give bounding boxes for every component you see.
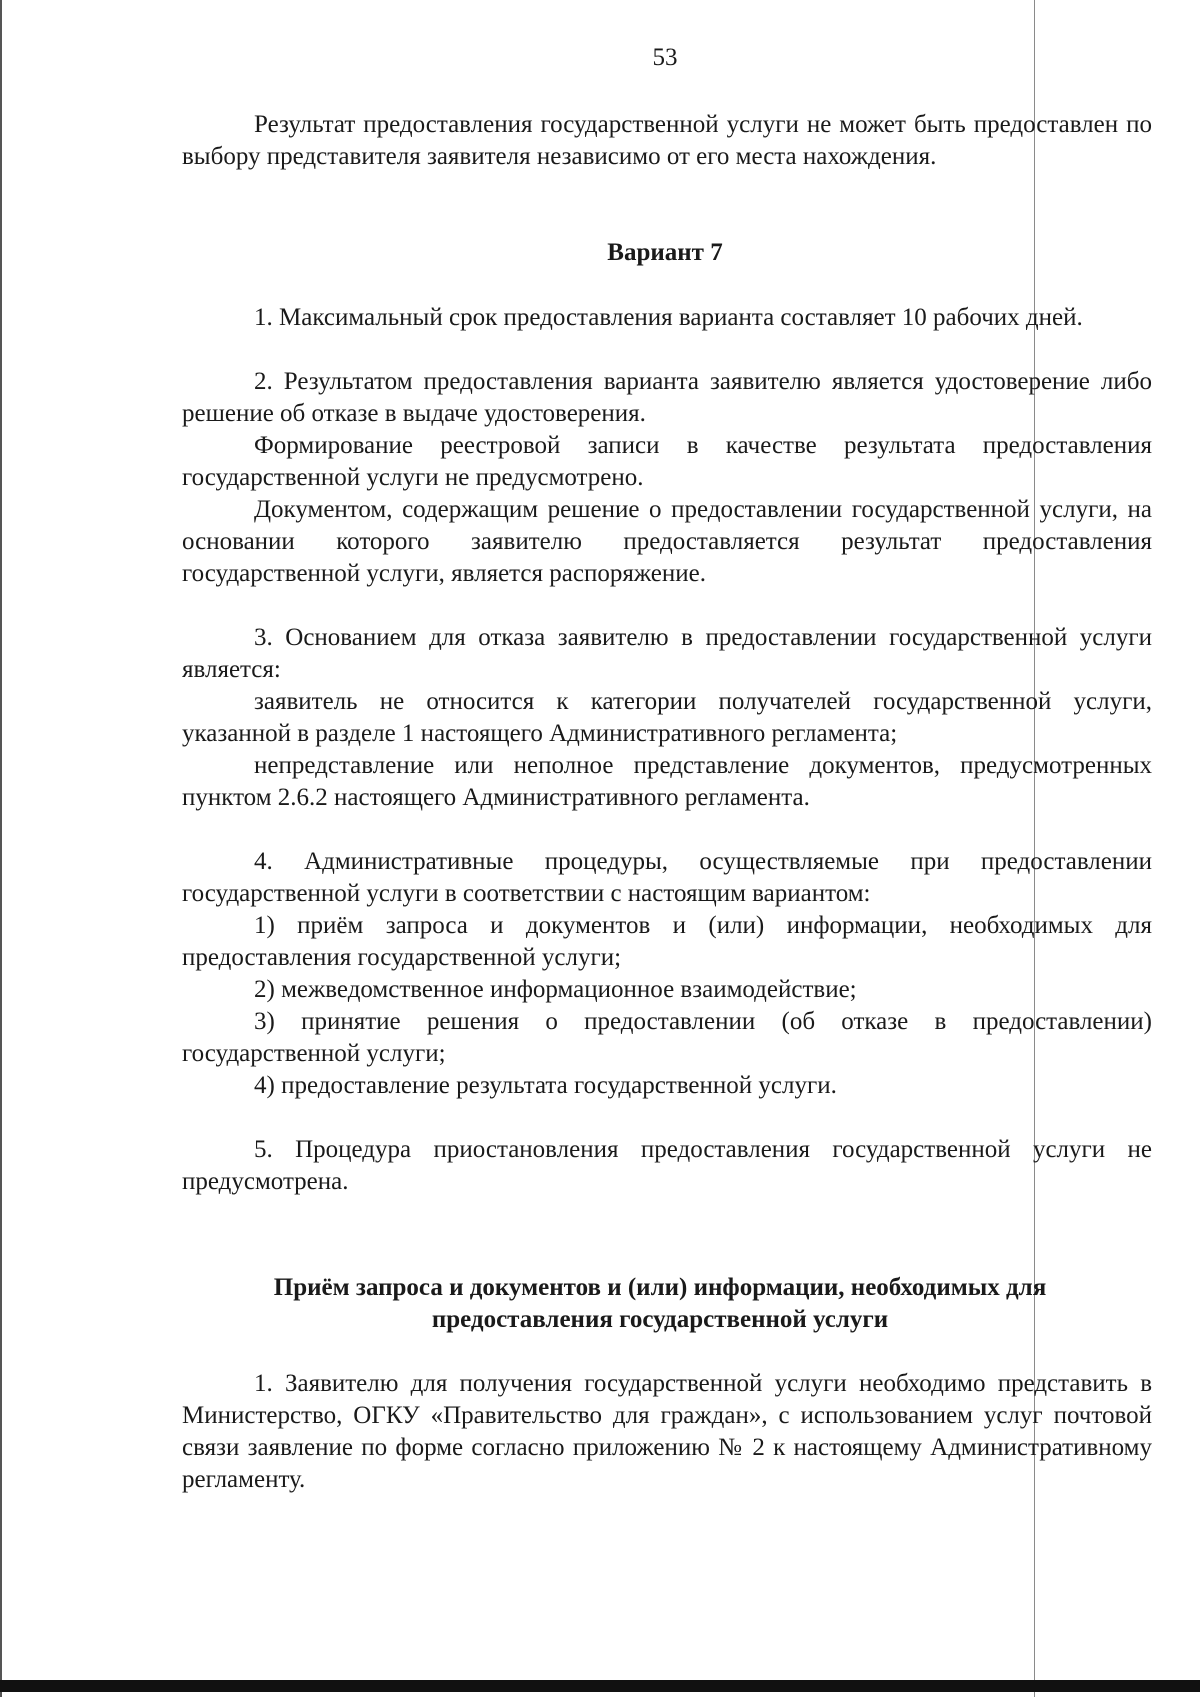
variant-item-2: 2. Результатом предоставления варианта заявителю является удостоверение либо решение об отказе в выдаче удостоверения. — [182, 368, 1152, 427]
page-number: 53 — [652, 44, 678, 71]
variant-item-3a: заявитель не относится к категории получателей государственной услуги, указанной в разделе 1 настоящего Административного регламента; — [182, 688, 1152, 747]
variant-item-3: 3. Основанием для отказа заявителю в предоставлении государственной услуги является: — [182, 624, 1152, 683]
section-heading: Приём запроса и документов и (или) информации, необходимых для предоставления государственной услуги — [273, 1274, 1047, 1333]
section-heading-block — [210, 1272, 1110, 1336]
variant-item-4c: 3) принятие решения о предоставлении (об отказе в предоставлении) государственной услуги; — [182, 1008, 1152, 1067]
variant-item-1: 1. Максимальный срок предоставления варианта составляет 10 рабочих дней. — [254, 304, 1083, 331]
variant-item-3b: непредставление или неполное представление документов, предусмотренных пунктом 2.6.2 настоящего Административного регламента. — [182, 752, 1152, 811]
variant-item-4d: 4) предоставление результата государственной услуги. — [254, 1072, 837, 1099]
section-item-1: 1. Заявителю для получения государственной услуги необходимо представить в Министерство, ОГКУ «Правительство для граждан», с использованием услуг почтовой связи заявление по форме согласно приложению № 2 к настоящему Административному регламенту. — [182, 1370, 1152, 1493]
variant-item-4b: 2) межведомственное информационное взаимодействие; — [254, 976, 857, 1003]
variant-item-4: 4. Административные процедуры, осуществляемые при предоставлении государственной услуги в соответствии с настоящим вариантом: — [182, 848, 1152, 907]
variant-item-2a: Формирование реестровой записи в качестве результата предоставления государственной услуги не предусмотрено. — [182, 432, 1152, 491]
variant-item-5: 5. Процедура приостановления предоставления государственной услуги не предусмотрена. — [182, 1136, 1152, 1195]
scan-edge-bottom — [0, 1680, 1200, 1692]
section-body — [182, 1368, 1152, 1496]
intro-block — [182, 109, 1152, 173]
variant-body — [182, 302, 1152, 1198]
variant-heading: Вариант 7 — [607, 239, 723, 266]
intro-paragraph: Результат предоставления государственной услуги не может быть предоставлен по выбору представителя заявителя независимо от его места нахождения. — [182, 111, 1152, 170]
variant-item-2b: Документом, содержащим решение о предоставлении государственной услуги, на основании которого заявителю предоставляется результат предоставления государственной услуги, является распоряжение. — [182, 496, 1152, 587]
variant-item-4a: 1) приём запроса и документов и (или) информации, необходимых для предоставления государственной услуги; — [182, 912, 1152, 971]
